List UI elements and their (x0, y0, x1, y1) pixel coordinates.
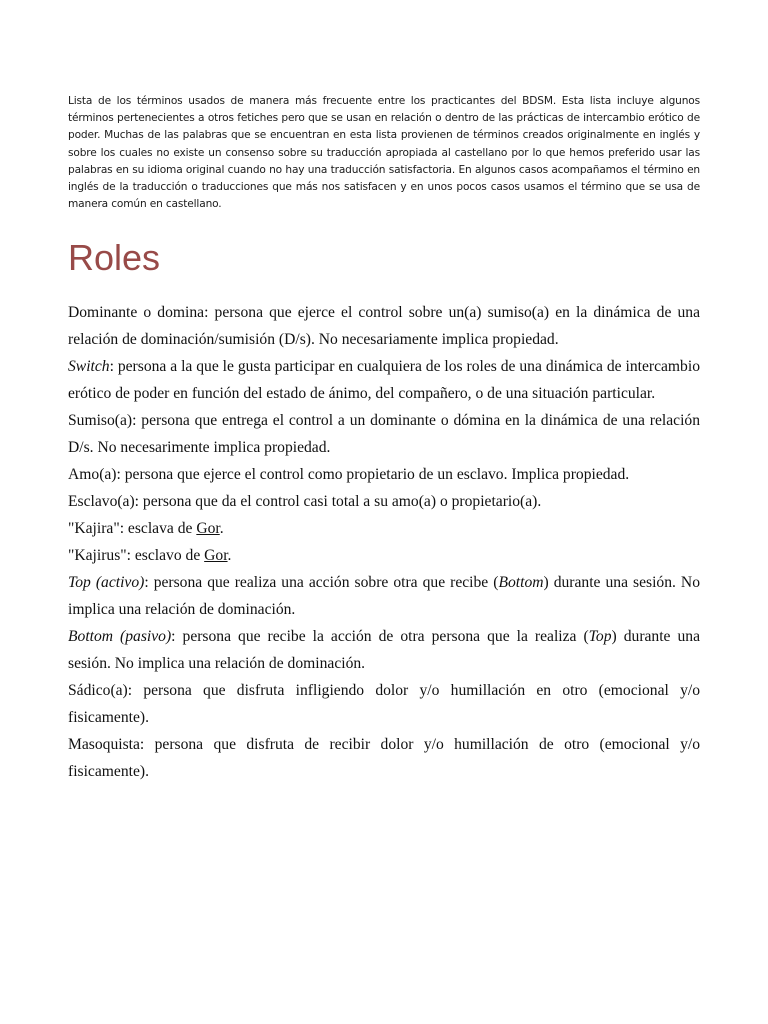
definitions-list (68, 299, 700, 785)
definition-text-kajira: : esclava de (119, 520, 197, 537)
term-switch: Switch (68, 358, 110, 375)
term-dominante: Dominante o domina (68, 304, 205, 321)
definition-sumiso (68, 407, 700, 461)
section-heading-roles: Roles (68, 237, 161, 278)
definition-end-kajira: . (219, 520, 224, 537)
definition-amo (68, 461, 700, 488)
intro-paragraph: Lista de los términos usados de manera más frecuente entre los practicantes del BDSM. Esta lista incluye algunos términos pertenecientes a otros fetiches pero que se usan en relación o dentro de las prácticas de intercambio erótico de poder. Muchas de las palabras que se encuentran en esta lista provienen de términos creados originalmente en inglés y sobre los cuales no existe un consenso sobre su traducción apropiada al castellano por lo que hemos preferido usar las palabras en su idioma original cuando no hay una traducción satisfactoria. En algunos casos acompañamos el término en inglés de la traducción o traducciones que más nos satisfacen y en unos pocos casos usamos el término que se usa de manera común en castellano. (68, 95, 700, 211)
definition-text-top: : persona que realiza una acción sobre otra que recibe ( (144, 574, 499, 591)
definition-sadico (68, 677, 700, 731)
term-top: Top (activo) (68, 574, 145, 591)
ref-bottom: Bottom (498, 574, 544, 591)
definition-text-sadico: : persona que disfruta infligiendo dolor y/o humillación en otro (emocional y/o fisicamente). (68, 682, 700, 726)
definition-bottom (68, 623, 700, 677)
definition-text-amo: : persona que ejerce el control como propietario de un esclavo. Implica propiedad. (116, 466, 630, 483)
definition-end-bottom: ) durante una sesión. No implica una relación de dominación. (68, 628, 701, 672)
definition-text-kajirus: : esclavo de (126, 547, 205, 564)
definition-switch (68, 353, 700, 407)
definition-masoquista (68, 731, 700, 785)
definition-text-sumiso: : persona que entrega el control a un dominante o dómina en la dinámica de una relación D/s. No necesarimente implica propiedad. (68, 412, 700, 456)
gor-link[interactable]: Gor (196, 520, 220, 537)
term-kajirus: "Kajirus" (68, 547, 127, 564)
term-esclavo: Esclavo(a) (68, 493, 135, 510)
term-masoquista: Masoquista (68, 736, 140, 753)
definition-text-dominante: : persona que ejerce el control sobre un(a) sumiso(a) en la dinámica de una relación de dominación/sumisión (D/s). No necesariamente implica propiedad. (68, 304, 700, 348)
definition-end-top: ) durante una sesión. No implica una relación de dominación. (68, 574, 700, 618)
definition-text-bottom: : persona que recibe la acción de otra persona que la realiza ( (171, 628, 589, 645)
gor-link[interactable]: Gor (204, 547, 228, 564)
definition-esclavo (68, 488, 700, 515)
ref-top: Top (588, 628, 612, 645)
definition-text-masoquista: : persona que disfruta de recibir dolor y/o humillación de otro (emocional y/o fisicamente). (68, 736, 700, 780)
definition-text-switch: : persona a la que le gusta participar en cualquiera de los roles de una dinámica de intercambio erótico de poder en función del estado de ánimo, del compañero, o de una situación particular. (68, 358, 700, 402)
term-sadico: Sádico(a) (68, 682, 128, 699)
definition-top (68, 569, 700, 623)
term-sumiso: Sumiso(a) (68, 412, 133, 429)
definition-dominante (68, 299, 700, 353)
term-kajira: "Kajira" (68, 520, 120, 537)
definition-text-esclavo: : persona que da el control casi total a su amo(a) o propietario(a). (134, 493, 542, 510)
definition-end-kajirus: . (227, 547, 232, 564)
term-amo: Amo(a) (68, 466, 117, 483)
definition-kajirus (68, 542, 700, 569)
definition-kajira (68, 515, 700, 542)
term-bottom: Bottom (pasivo) (68, 628, 172, 645)
